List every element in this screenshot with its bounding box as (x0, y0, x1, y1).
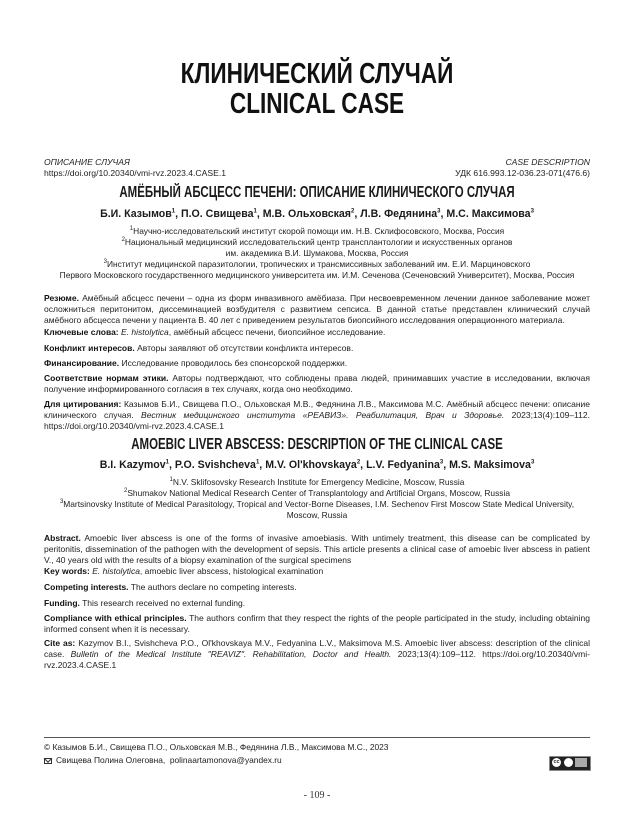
affiliation-line: $^3$Martsinovsky Institute of Medical Parasitology, Tropical and Vector-Borne Diseases, I.M. Sechenov First Moscow State Medical University, (59, 499, 575, 509)
contact-line (44, 755, 282, 766)
author-name: Л.В. Федянина (360, 208, 438, 220)
author-aff-number: 1 (165, 459, 169, 466)
mail-icon (44, 758, 52, 764)
funding-label: Финансирование. (44, 358, 120, 368)
ethics-ru (44, 373, 590, 395)
keywords-italic: E. histolytica (121, 327, 169, 337)
ethics-text: Авторы подтверждают, что соблюдены права людей, принимавших участие в исследовании, включая получение информированного согласия в тех случаях, когда оно необходимо. (44, 373, 591, 394)
abstract-label: Резюме. (44, 293, 79, 303)
funding-text: This research received no external funding. (82, 598, 246, 608)
section-title-en: CLINICAL CASE (229, 88, 405, 120)
affiliation-line: Moscow, Russia (286, 510, 348, 520)
author-name: M.S. Maksimova (449, 459, 531, 471)
conflict-text: The authors declare no competing interests. (130, 582, 297, 592)
ethics-label: Соответствие нормам этики. (44, 373, 169, 383)
author-aff-number: 1 (255, 459, 260, 466)
affiliation-line: $^1$Научно-исследовательский институт скорой помощи им. Н.В. Склифосовского, Москва, Россия (129, 226, 505, 236)
abstract-text: Амёбный абсцесс печени – одна из форм инвазивного амёбиаза. При несвоевременном лечении данное заболевание может осложниться перитонитом, диссеминацией возбудителя с развитием сепсиса. В данной статье представлен клинический случай амёбного абсцесса печени у пациента В. 40 лет с приведением результатов биопсийного исследования операционного материала. (44, 293, 590, 325)
license-label-icon (575, 758, 587, 767)
keywords-text: , амёбный абсцесс печени, биопсийное исследование. (168, 327, 386, 337)
page-number: - 109 - (303, 790, 331, 801)
citation-ref: 2023;13(4):109–112. https://doi.org/10.20340/vmi-rvz.2023.4.CASE.1 (44, 649, 590, 670)
contact-email[interactable]: polinaartamonova@yandex.ru (169, 755, 282, 765)
citation-label: Cite as: (44, 638, 76, 648)
affiliation-line: $^3$Институт медицинской паразитологии, тропических и трансмиссивных заболеваний им. Е.И. Марциновского (103, 259, 531, 269)
footer-divider (44, 737, 590, 738)
keywords-en (44, 566, 590, 577)
section-title-ru: КЛИНИЧЕСКИЙ СЛУЧАЙ (180, 58, 454, 90)
affiliation-line: $^2$Shumakov National Medical Research Center of Transplantology and Artificial Organs, Moscow, Russia (124, 488, 510, 498)
author-aff-number: 1 (253, 208, 257, 215)
conflict-ru (44, 343, 590, 354)
author-aff-number: 3 (439, 459, 444, 466)
article-title-en: AMOEBIC LIVER ABSCESS: DESCRIPTION OF THE CLINICAL CASE (131, 436, 503, 453)
author-aff-number: 2 (350, 208, 355, 215)
article-meta-right (455, 157, 590, 179)
author-aff-number: 3 (530, 208, 534, 215)
citation-text: Казымов Б.И., Свищева П.О., Ольховская М.В., Федянина Л.В., Максимова М.С. Амёбный абсцесс печени: описание клинического случая. (44, 399, 591, 420)
copyright-line: © Казымов Б.И., Свищева П.О., Ольховская М.В., Федянина Л.В., Максимова М.С., 2023 (44, 742, 389, 752)
udk-code: УДК 616.993.12-036.23-071(476.6) (455, 168, 590, 178)
affiliations-ru (30, 226, 604, 281)
citation-journal: Bulletin of the Medical Institute "REAVIZ". Rehabilitation, Doctor and Health. (70, 649, 392, 659)
affiliations-en (30, 477, 604, 521)
author-name: П.О. Свищева (181, 208, 254, 220)
ethics-en (44, 613, 590, 635)
authors-en: B.I. Kazymov$^1$, P.O. Svishcheva$^1$, M.V. Ol'khovskaya$^2$, L.V. Fedyanina$^3$, M.S. Maksimova$^3$ (99, 459, 535, 471)
citation-en (44, 638, 590, 671)
keywords-label: Ключевые слова: (44, 327, 119, 337)
funding-en (44, 598, 590, 609)
abstract-label: Abstract. (44, 533, 81, 543)
citation-journal: Вестник медицинского института «РЕАВИЗ». Реабилитация, Врач и Здоровье. (141, 410, 505, 420)
cc-by-license-icon[interactable] (549, 756, 591, 771)
funding-ru (44, 358, 590, 369)
citation-ref: 2023;13(4):109–112. https://doi.org/10.20340/vmi-rvz.2023.4.CASE.1 (44, 410, 590, 431)
affiliation-line: $^1$N.V. Sklifosovsky Research Institute for Emergency Medicine, Moscow, Russia (169, 477, 465, 487)
article-meta-left (44, 157, 226, 179)
author-aff-number: 3 (530, 459, 535, 466)
article-type-ru: ОПИСАНИЕ СЛУЧАЯ (44, 157, 130, 167)
author-name: Б.И. Казымов (100, 208, 172, 220)
by-person-icon (564, 758, 573, 767)
article-title-ru: АМЁБНЫЙ АБСЦЕСС ПЕЧЕНИ: ОПИСАНИЕ КЛИНИЧЕСКОГО СЛУЧАЯ (119, 184, 515, 201)
citation-text: Kazymov B.I., Svishcheva P.O., Ol'khovskaya M.V., Fedyanina L.V., Maksimova M.S. Amoebic liver abscess: description of the clinical case. (44, 638, 590, 659)
affiliation-line: $^2$Национальный медицинский исследовательский центр трансплантологии и искусственных органов (121, 237, 513, 247)
citation-label: Для цитирования: (44, 399, 122, 409)
citation-ru (44, 399, 590, 432)
affiliation-line: Первого Московского государственного медицинского университета им. И.М. Сеченова (Сеченовский Университет), Москва, Россия (59, 270, 575, 280)
keywords-ru (44, 327, 590, 338)
conflict-text: Авторы заявляют об отсутствии конфликта интересов. (137, 343, 354, 353)
author-name: L.V. Fedyanina (366, 459, 440, 471)
article-type-en: CASE DESCRIPTION (505, 157, 590, 167)
author-name: B.I. Kazymov (99, 459, 166, 471)
author-name: P.O. Svishcheva (174, 459, 256, 471)
keywords-label: Key words: (44, 566, 90, 576)
authors-ru: Б.И. Казымов$^1$, П.О. Свищева$^1$, М.В. Ольховская$^2$, Л.В. Федянина$^3$, М.С. Максимова$^3$ (100, 208, 534, 220)
abstract-ru (44, 293, 590, 326)
funding-text: Исследование проводилось без спонсорской поддержки. (121, 358, 348, 368)
ethics-label: Compliance with ethical principles. (44, 613, 187, 623)
author-aff-number: 3 (437, 208, 441, 215)
keywords-italic: E. histolytica (92, 566, 140, 576)
affiliation-line: им. академика В.И. Шумакова, Москва, Россия (225, 248, 409, 258)
author-name: M.V. Ol'khovskaya (265, 459, 357, 471)
author-aff-number: 2 (356, 459, 361, 466)
funding-label: Funding. (44, 598, 80, 608)
author-name: М.В. Ольховская (262, 208, 351, 220)
cc-circle-icon: cc (553, 759, 560, 765)
doi-link[interactable]: https://doi.org/10.20340/vmi-rvz.2023.4.CASE.1 (44, 168, 227, 178)
author-aff-number: 1 (171, 208, 176, 215)
author-name: М.С. Максимова (446, 208, 531, 220)
conflict-en (44, 582, 590, 593)
keywords-text: , amoebic liver abscess, histological examination (139, 566, 324, 576)
ethics-text: The authors confirm that they respect the rights of the people participated in the study, including obtaining informed consent when it is necessary. (44, 613, 590, 634)
conflict-label: Конфликт интересов. (44, 343, 135, 353)
abstract-text: Amoebic liver abscess is one of the forms of invasive amoebiasis. With untimely treatment, this disease can be complicated by peritonitis, dissemination of the pathogen with the development of sepsis. This article presents a clinical case of amoebic liver abscess in patient V., 40 years old with the results of a biopsy examination of the surgical specimens (44, 533, 590, 565)
abstract-en (44, 533, 590, 566)
conflict-label: Competing interests. (44, 582, 129, 592)
contact-name: Свищева Полина Олеговна, (56, 755, 166, 765)
